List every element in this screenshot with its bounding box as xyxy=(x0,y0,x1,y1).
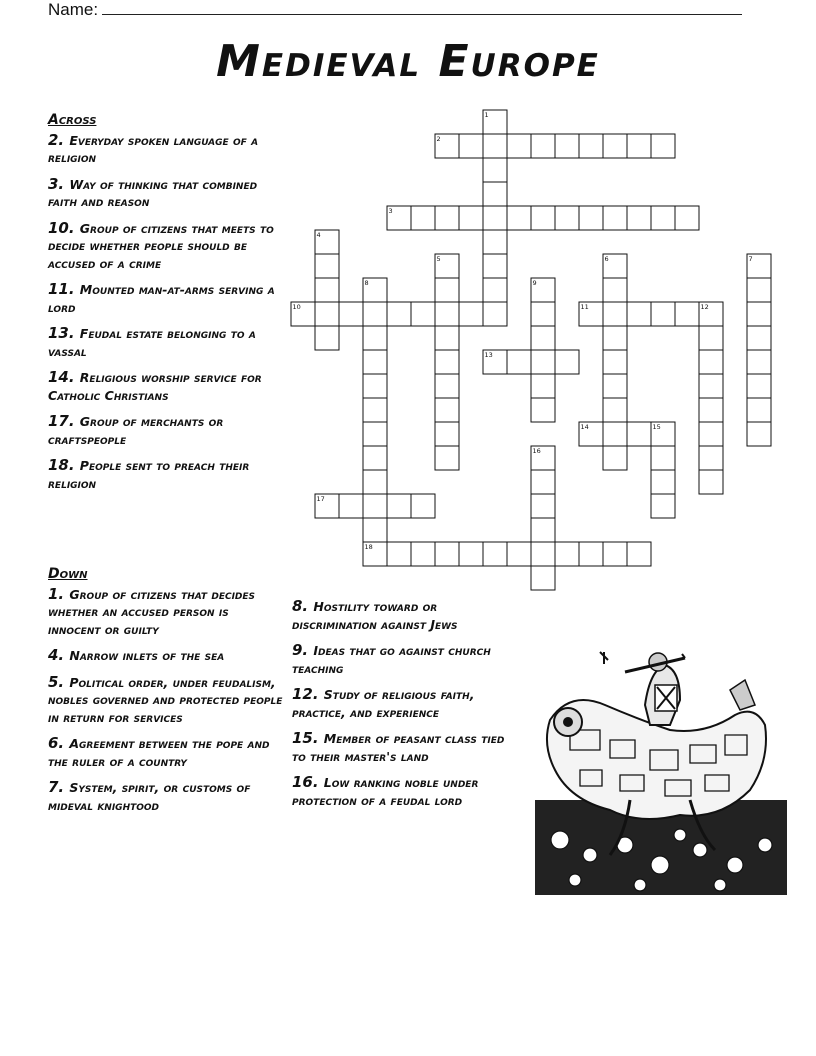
grid-clue-number: 10 xyxy=(292,303,301,311)
name-label: Name: xyxy=(48,0,99,19)
grid-cell[interactable] xyxy=(699,326,723,350)
grid-cell[interactable] xyxy=(651,302,675,326)
down-clue-text: System, spirit, or customs of mideval knightood xyxy=(48,780,251,813)
grid-cell[interactable] xyxy=(747,302,771,326)
page-title: Medieval Europe xyxy=(216,36,600,87)
grid-cell[interactable] xyxy=(603,374,627,398)
grid-cell[interactable] xyxy=(531,134,555,158)
grid-cell[interactable] xyxy=(603,302,627,326)
grid-cell[interactable] xyxy=(699,398,723,422)
grid-cell[interactable] xyxy=(387,494,411,518)
grid-clue-number: 2 xyxy=(436,135,441,143)
grid-cell[interactable] xyxy=(315,254,339,278)
across-clue-number: 11. xyxy=(48,280,80,298)
grid-cell[interactable] xyxy=(363,422,387,446)
down-clues-left xyxy=(48,566,283,823)
grid-cell[interactable] xyxy=(387,542,411,566)
grid-cell[interactable] xyxy=(555,542,579,566)
across-heading: Across xyxy=(48,112,97,128)
grid-cell[interactable] xyxy=(531,206,555,230)
grid-cell[interactable] xyxy=(651,470,675,494)
down-clue xyxy=(292,774,512,809)
grid-cell[interactable] xyxy=(315,302,339,326)
across-clue-text: Everyday spoken language of a religion xyxy=(48,132,259,165)
grid-cell[interactable] xyxy=(627,542,651,566)
grid-cell[interactable] xyxy=(531,374,555,398)
grid-cell[interactable] xyxy=(435,278,459,302)
grid-cell[interactable] xyxy=(435,422,459,446)
grid-cell[interactable] xyxy=(435,350,459,374)
grid-cell[interactable] xyxy=(699,374,723,398)
grid-cell[interactable] xyxy=(507,134,531,158)
grid-cell[interactable] xyxy=(603,134,627,158)
down-clue-number: 16. xyxy=(292,773,324,791)
down-clue xyxy=(48,674,283,727)
grid-cell[interactable] xyxy=(579,206,603,230)
down-clue xyxy=(48,779,283,814)
grid-cell[interactable] xyxy=(483,206,507,230)
grid-cell[interactable] xyxy=(507,542,531,566)
across-clue-text: Way of thinking that combined faith and reason xyxy=(48,176,258,209)
grid-cell[interactable] xyxy=(363,398,387,422)
grid-clue-number: 4 xyxy=(316,231,321,239)
down-clue-text: Hostility toward or discrimination against Jews xyxy=(292,599,458,632)
grid-cell[interactable] xyxy=(483,542,507,566)
grid-cell[interactable] xyxy=(579,134,603,158)
grid-cell[interactable] xyxy=(387,302,411,326)
grid-cell[interactable] xyxy=(603,446,627,470)
down-clue-number: 15. xyxy=(292,729,324,747)
down-clues-right xyxy=(292,598,512,818)
grid-cell[interactable] xyxy=(627,134,651,158)
across-clue-number: 17. xyxy=(48,412,80,430)
grid-cell[interactable] xyxy=(699,470,723,494)
grid-clue-number: 1 xyxy=(484,111,489,119)
down-clue-text: Political order, under feudalism, nobles governed and protected people in return for services xyxy=(48,674,283,725)
down-clue-text: Group of citizens that decides whether an accused person is innocent or guilty xyxy=(48,586,256,637)
grid-cell[interactable] xyxy=(483,134,507,158)
grid-cell[interactable] xyxy=(531,518,555,542)
down-clue-text: Agreement between the pope and the ruler of a country xyxy=(48,736,270,769)
grid-cell[interactable] xyxy=(507,206,531,230)
grid-cell[interactable] xyxy=(363,470,387,494)
grid-cell[interactable] xyxy=(675,206,699,230)
grid-clue-number: 15 xyxy=(652,423,661,431)
grid-cell[interactable] xyxy=(699,350,723,374)
down-clue-text: Low ranking noble under protection of a feudal lord xyxy=(292,775,479,808)
grid-cell[interactable] xyxy=(747,326,771,350)
grid-cell[interactable] xyxy=(603,278,627,302)
grid-cell[interactable] xyxy=(363,350,387,374)
down-clue-text: Member of peasant class tied to their master's land xyxy=(292,731,505,764)
grid-cell[interactable] xyxy=(363,494,387,518)
across-clue-text: Religious worship service for Catholic Christians xyxy=(48,370,262,403)
down-clue xyxy=(292,642,512,677)
down-clue xyxy=(48,735,283,770)
grid-clue-number: 11 xyxy=(580,303,589,311)
grid-cell[interactable] xyxy=(531,398,555,422)
grid-cell[interactable] xyxy=(651,206,675,230)
down-clue-number: 9. xyxy=(292,641,314,659)
grid-cell[interactable] xyxy=(555,134,579,158)
grid-cell[interactable] xyxy=(435,446,459,470)
grid-cell[interactable] xyxy=(435,398,459,422)
grid-cell[interactable] xyxy=(435,542,459,566)
grid-clue-number: 7 xyxy=(748,255,753,263)
grid-cell[interactable] xyxy=(699,422,723,446)
grid-cell[interactable] xyxy=(483,158,507,182)
across-clue-text: People sent to preach their religion xyxy=(48,458,250,491)
grid-cell[interactable] xyxy=(531,494,555,518)
grid-cell[interactable] xyxy=(651,494,675,518)
grid-cell[interactable] xyxy=(747,422,771,446)
down-clue-number: 12. xyxy=(292,685,324,703)
grid-cell[interactable] xyxy=(651,134,675,158)
across-clue-number: 10. xyxy=(48,218,80,237)
grid-cell[interactable] xyxy=(339,302,363,326)
grid-cell[interactable] xyxy=(747,350,771,374)
grid-cell[interactable] xyxy=(531,470,555,494)
grid-clue-number: 14 xyxy=(580,423,589,431)
down-clue-text: Study of religious faith, practice, and experience xyxy=(292,687,475,720)
across-clue-text: Feudal estate belonging to a vassal xyxy=(48,326,256,359)
grid-cell[interactable] xyxy=(531,542,555,566)
grid-clue-number: 18 xyxy=(364,543,373,551)
grid-cell[interactable] xyxy=(339,494,363,518)
grid-cell[interactable] xyxy=(627,302,651,326)
grid-clue-number: 3 xyxy=(388,207,393,215)
grid-cell[interactable] xyxy=(747,278,771,302)
down-clue xyxy=(48,647,283,665)
grid-cell[interactable] xyxy=(651,446,675,470)
grid-cell[interactable] xyxy=(531,566,555,590)
down-clue-text: Ideas that go against church teaching xyxy=(292,643,491,676)
knight-illustration xyxy=(530,650,792,900)
grid-cell[interactable] xyxy=(363,326,387,350)
across-clue-number: 3. xyxy=(48,174,70,193)
down-clue xyxy=(292,730,512,765)
grid-cell[interactable] xyxy=(483,254,507,278)
grid-cell[interactable] xyxy=(603,350,627,374)
down-clue-number: 8. xyxy=(292,597,314,615)
grid-cell[interactable] xyxy=(483,278,507,302)
across-clue-text: Mounted man-at-arms serving a lord xyxy=(48,282,275,315)
grid-cell[interactable] xyxy=(411,206,435,230)
across-clue-number: 14. xyxy=(48,368,80,386)
grid-cell[interactable] xyxy=(555,206,579,230)
grid-cell[interactable] xyxy=(363,302,387,326)
across-clue-number: 13. xyxy=(48,324,80,342)
grid-cell[interactable] xyxy=(435,374,459,398)
grid-cell[interactable] xyxy=(411,302,435,326)
grid-cell[interactable] xyxy=(459,134,483,158)
grid-cell[interactable] xyxy=(507,350,531,374)
grid-cell[interactable] xyxy=(555,350,579,374)
grid-clue-number: 16 xyxy=(532,447,541,455)
grid-cell[interactable] xyxy=(627,206,651,230)
grid-cell[interactable] xyxy=(363,518,387,542)
grid-cell[interactable] xyxy=(603,398,627,422)
grid-cell[interactable] xyxy=(675,302,699,326)
across-clue-number: 18. xyxy=(48,456,80,474)
grid-cell[interactable] xyxy=(531,302,555,326)
grid-cell[interactable] xyxy=(747,374,771,398)
grid-cell[interactable] xyxy=(627,422,651,446)
across-clue-text: Group of merchants or craftspeople xyxy=(48,414,224,447)
grid-cell[interactable] xyxy=(699,446,723,470)
down-clue xyxy=(292,598,512,633)
grid-cell[interactable] xyxy=(603,422,627,446)
grid-clue-number: 17 xyxy=(316,495,325,503)
down-clue-number: 6. xyxy=(48,734,70,752)
across-clue-text: Group of citizens that meets to decide whether people should be accused of a crime xyxy=(48,220,274,271)
grid-cell[interactable] xyxy=(435,206,459,230)
grid-cell[interactable] xyxy=(531,326,555,350)
grid-cell[interactable] xyxy=(363,374,387,398)
grid-cell[interactable] xyxy=(459,206,483,230)
grid-cell[interactable] xyxy=(459,542,483,566)
across-clue-number: 2. xyxy=(48,130,70,149)
grid-cell[interactable] xyxy=(747,398,771,422)
grid-cell[interactable] xyxy=(459,302,483,326)
down-clue xyxy=(292,686,512,721)
grid-cell[interactable] xyxy=(603,326,627,350)
down-clue-number: 5. xyxy=(48,672,70,691)
grid-cell[interactable] xyxy=(411,542,435,566)
grid-cell[interactable] xyxy=(483,230,507,254)
down-clue-text: Narrow inlets of the sea xyxy=(69,648,225,663)
grid-cell[interactable] xyxy=(483,302,507,326)
grid-cell[interactable] xyxy=(531,350,555,374)
grid-clue-number: 5 xyxy=(436,255,441,263)
grid-cell[interactable] xyxy=(435,326,459,350)
grid-cell[interactable] xyxy=(603,542,627,566)
down-clue-number: 4. xyxy=(48,646,70,664)
grid-clue-number: 6 xyxy=(604,255,609,263)
grid-cell[interactable] xyxy=(579,542,603,566)
grid-clue-number: 8 xyxy=(364,279,369,287)
grid-cell[interactable] xyxy=(411,494,435,518)
down-heading: Down xyxy=(48,566,88,582)
down-clue-number: 7. xyxy=(48,778,70,796)
grid-cell[interactable] xyxy=(315,278,339,302)
grid-clue-number: 12 xyxy=(700,303,709,311)
grid-clue-number: 9 xyxy=(532,279,537,287)
down-clue-number: 1. xyxy=(48,584,70,603)
grid-cell[interactable] xyxy=(603,206,627,230)
grid-cell[interactable] xyxy=(363,446,387,470)
grid-cell[interactable] xyxy=(483,182,507,206)
grid-cell[interactable] xyxy=(435,302,459,326)
grid-clue-number: 13 xyxy=(484,351,493,359)
grid-cell[interactable] xyxy=(315,326,339,350)
